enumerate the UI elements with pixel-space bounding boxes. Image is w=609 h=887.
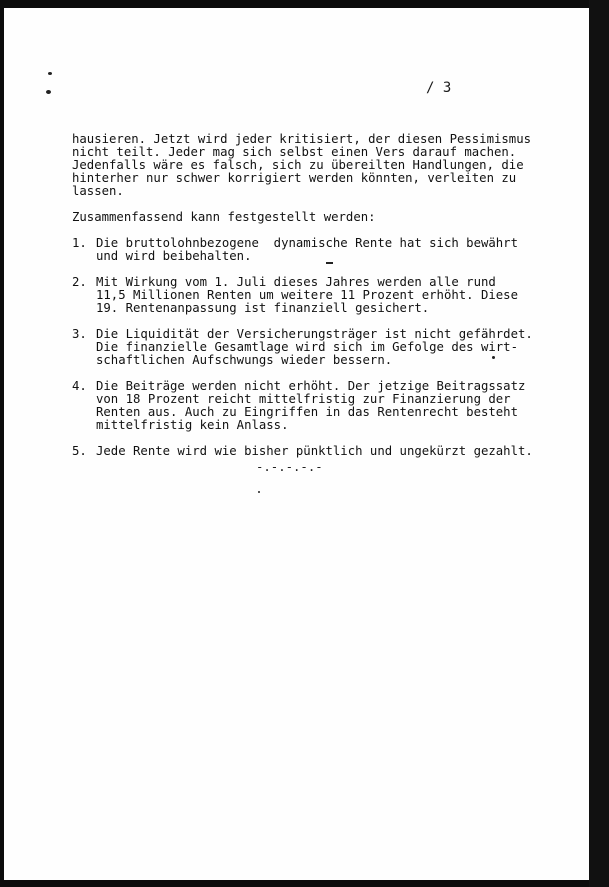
list-item-number: 5.	[72, 444, 87, 458]
text-line: Jede Rente wird wie bisher pünktlich und ungekürzt gezahlt.	[96, 444, 533, 458]
list-item	[72, 445, 542, 458]
scan-speck	[258, 491, 260, 493]
list-item-number: 4.	[72, 379, 87, 393]
text-line: Jedenfalls wäre es falsch, sich zu übereilten Handlungen, die	[72, 158, 524, 172]
list-item	[72, 276, 542, 315]
text-line: 11,5 Millionen Renten um weitere 11 Prozent erhöht. Diese	[96, 288, 518, 302]
text-line: Die bruttolohnbezogene dynamische Rente hat sich bewährt	[96, 236, 518, 250]
list-item	[72, 380, 542, 432]
text-line: Die finanzielle Gesamtlage wird sich im Gefolge des wirt-	[96, 340, 518, 354]
list-item-number: 1.	[72, 236, 87, 250]
text-line: hausieren. Jetzt wird jeder kritisiert, der diesen Pessimismus	[72, 132, 532, 146]
text-line: von 18 Prozent reicht mittelfristig zur Finanzierung der	[96, 392, 511, 406]
page-number: / 3	[426, 80, 452, 96]
scan-speck	[48, 72, 52, 75]
text-line: Mit Wirkung vom 1. Juli dieses Jahres werden alle rund	[96, 275, 496, 289]
list-item-number: 2.	[72, 275, 87, 289]
text-line: schaftlichen Aufschwungs wieder bessern.	[96, 353, 393, 367]
scan-border	[589, 0, 609, 887]
scan-speck	[46, 90, 51, 94]
text-line: Die Liquidität der Versicherungsträger ist nicht gefährdet.	[96, 327, 533, 341]
text-line: lassen.	[72, 184, 124, 198]
text-line: nicht teilt. Jeder mag sich selbst einen Vers darauf machen.	[72, 145, 517, 159]
summary-heading-text: Zusammenfassend kann festgestellt werden:	[72, 210, 376, 224]
text-line: Renten aus. Auch zu Eingriffen in das Rentenrecht besteht	[96, 405, 518, 419]
summary-heading	[72, 211, 542, 224]
text-line: und wird beibehalten.	[96, 249, 252, 263]
list-item-number: 3.	[72, 327, 87, 341]
document-body	[72, 133, 542, 471]
text-line: 19. Rentenanpassung ist finanziell gesichert.	[96, 301, 430, 315]
text-line: Die Beiträge werden nicht erhöht. Der jetzige Beitragssatz	[96, 379, 526, 393]
text-line: mittelfristig kein Anlass.	[96, 418, 289, 432]
list-item	[72, 328, 542, 367]
intro-paragraph	[72, 133, 542, 198]
list-item	[72, 237, 542, 263]
closing-separator: -.-.-.-.-	[256, 460, 323, 474]
text-line: hinterher nur schwer korrigiert werden könnten, verleiten zu	[72, 171, 517, 185]
